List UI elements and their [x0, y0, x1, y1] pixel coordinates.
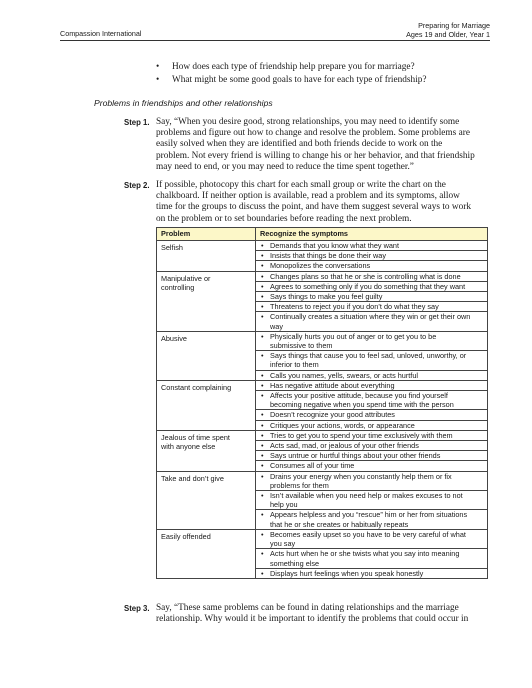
step-text	[156, 603, 490, 625]
bullet-icon: •	[261, 430, 264, 440]
bullet-icon: •	[261, 312, 264, 322]
problem-cell	[157, 529, 256, 578]
page-header	[60, 22, 490, 41]
problem-cell	[157, 430, 256, 471]
symptom-text: Appears helpless and you “rescue” him or her from situations	[270, 510, 468, 520]
symptom-text: Critiques your actions, words, or appearance	[270, 420, 415, 430]
table-row	[157, 241, 488, 272]
problem-label: Abusive	[161, 333, 187, 343]
discussion-questions	[156, 61, 486, 86]
table-row	[157, 471, 488, 529]
symptoms-table	[156, 227, 488, 579]
symptom-text: problems for them	[270, 480, 329, 490]
symptom-text: Monopolizes the conversations	[270, 261, 371, 271]
symptom-text: Affects your positive attitude, because you find yourself	[270, 391, 448, 401]
bullet-icon: •	[261, 351, 264, 361]
symptoms-cell	[256, 529, 488, 578]
symptom-text: something else	[270, 558, 320, 568]
symptom-item	[256, 291, 487, 301]
symptom-item	[256, 431, 487, 440]
step-line: If possible, photocopy this chart for each small group or write the chart on the	[156, 180, 446, 190]
symptom-item	[256, 241, 487, 250]
question-text: What might be some good goals to have for each type of friendship?	[172, 74, 427, 85]
symptom-item	[256, 250, 487, 260]
problem-label: Constant complaining	[161, 382, 232, 392]
bullet-icon: •	[261, 251, 264, 261]
symptom-item	[256, 370, 487, 380]
symptom-item	[256, 509, 487, 528]
section-title: Problems in friendships and other relationships	[94, 98, 273, 108]
bullet-icon: •	[261, 380, 264, 390]
symptom-item	[256, 420, 487, 430]
step-label: Step 2.	[124, 181, 150, 190]
table-body	[157, 241, 488, 579]
symptoms-cell	[256, 471, 488, 529]
problem-label: Jealous of time spent	[161, 432, 230, 442]
symptom-text: Says things to make you feel guilty	[270, 292, 383, 302]
symptom-text: Doesn’t recognize your good attributes	[270, 410, 395, 420]
bullet-icon: •	[261, 271, 264, 281]
symptom-text: Demands that you know what they want	[270, 241, 399, 250]
table-header-row	[157, 228, 488, 241]
step-1	[124, 117, 490, 173]
problem-cell	[157, 271, 256, 331]
symptom-item	[256, 260, 487, 270]
bullet-icon: •	[261, 241, 264, 250]
symptom-item	[256, 548, 487, 567]
header-course-info	[406, 21, 490, 39]
symptom-text: Calls you names, yells, swears, or acts hurtful	[270, 370, 419, 380]
bullet-icon: •	[156, 62, 160, 72]
step-line: chalkboard. If neither option is available, read a problem and its symptoms, allow	[156, 191, 460, 202]
symptom-item	[256, 490, 487, 509]
bullet-icon: •	[261, 281, 264, 291]
symptom-text: way	[270, 321, 283, 331]
symptom-text: Changes plans so that he or she is controlling what is done	[270, 271, 461, 281]
header-course-title: Preparing for Marriage	[418, 21, 490, 30]
table-row	[157, 529, 488, 578]
symptom-text: Consumes all of your time	[270, 461, 355, 471]
symptom-item	[256, 350, 487, 369]
symptom-text: Tries to get you to spend your time exclusively with them	[270, 430, 453, 440]
problem-label: Manipulative or	[161, 273, 211, 283]
header-course-level: Ages 19 and Older, Year 1	[406, 30, 490, 39]
column-header-problem: Problem	[157, 228, 256, 241]
symptom-text: Becomes easily upset so you have to be very careful of what	[270, 529, 466, 539]
table-row	[157, 331, 488, 380]
column-header-symptoms: Recognize the symptoms	[256, 228, 488, 241]
bullet-icon: •	[261, 441, 264, 451]
bullet-icon: •	[261, 391, 264, 401]
symptom-text: Acts sad, mad, or jealous of your other friends	[270, 441, 419, 451]
symptoms-cell	[256, 430, 488, 471]
step-text	[156, 117, 490, 173]
symptom-text: that he or she creates or habitually repeats	[270, 519, 409, 529]
step-line: problems and figure out how to change and resolve the problem. Some problems are	[156, 128, 470, 139]
symptom-text: Agrees to something only if you do something that they want	[270, 281, 466, 291]
symptom-text: Says untrue or hurtful things about your other friends	[270, 451, 441, 461]
symptoms-cell	[256, 380, 488, 430]
symptoms-cell	[256, 331, 488, 380]
problem-cell	[157, 331, 256, 380]
symptom-item	[256, 272, 487, 281]
question-text: How does each type of friendship help prepare you for marriage?	[172, 62, 415, 72]
bullet-icon: •	[261, 461, 264, 471]
symptom-text: Physically hurts you out of anger or to get you to be	[270, 331, 437, 341]
problem-label: Easily offended	[161, 531, 211, 541]
step-line: Say, “When you desire good, strong relationships, you may need to identify some	[156, 117, 460, 127]
bullet-icon: •	[261, 331, 264, 341]
step-text	[156, 180, 490, 225]
symptom-text: Insists that things be done their way	[270, 251, 387, 261]
symptom-item	[256, 530, 487, 548]
table-row	[157, 271, 488, 331]
symptom-text: Acts hurt when he or she twists what you say into meaning	[270, 549, 460, 559]
bullet-icon: •	[261, 370, 264, 380]
bullet-icon: •	[261, 549, 264, 559]
symptom-text: Has negative attitude about everything	[270, 380, 395, 390]
step-line: easily solved when they are identified and both friends decide to work on the	[156, 139, 443, 150]
header-organization: Compassion International	[60, 29, 142, 38]
step-line: problem. Not every friend is willing to change his or her behavior, and that friendship	[156, 150, 475, 161]
bullet-icon: •	[261, 302, 264, 312]
symptom-text: Says things that cause you to feel sad, unloved, unworthy, or	[270, 351, 467, 361]
problem-label: Selfish	[161, 243, 183, 252]
symptom-item	[256, 311, 487, 330]
symptom-item	[256, 440, 487, 450]
symptom-text: inferior to them	[270, 360, 319, 370]
problem-cell	[157, 380, 256, 430]
problem-cell	[157, 241, 256, 272]
symptom-text: Displays hurt feelings when you speak honestly	[270, 568, 424, 578]
bullet-icon: •	[261, 471, 264, 481]
step-line: time for the groups to discuss the point, and have them suggest several ways to work	[156, 202, 471, 213]
symptom-item	[256, 568, 487, 578]
question-item	[156, 61, 486, 74]
symptom-text: Threatens to reject you if you don’t do what they say	[270, 302, 439, 312]
symptom-item	[256, 281, 487, 291]
symptom-item	[256, 460, 487, 470]
problem-label: with anyone else	[161, 442, 216, 452]
symptom-item	[256, 381, 487, 390]
problem-label: controlling	[161, 282, 195, 292]
bullet-icon: •	[261, 510, 264, 520]
step-label: Step 3.	[124, 604, 150, 613]
symptom-item	[256, 390, 487, 409]
symptom-text: help you	[270, 500, 298, 510]
step-line: Say, “These same problems can be found in dating relationships and the marriage	[156, 603, 459, 613]
problem-cell	[157, 471, 256, 529]
symptom-item	[256, 409, 487, 419]
symptom-item	[256, 301, 487, 311]
bullet-icon: •	[261, 529, 264, 539]
step-line: on the problem or to set boundaries before reading the next problem.	[156, 213, 412, 224]
symptom-text: becoming negative when you spend time with the person	[270, 400, 454, 410]
table-row	[157, 430, 488, 471]
bullet-icon: •	[261, 261, 264, 271]
bullet-icon: •	[261, 410, 264, 420]
symptom-item	[256, 472, 487, 490]
symptoms-cell	[256, 241, 488, 272]
symptom-item	[256, 450, 487, 460]
bullet-icon: •	[261, 451, 264, 461]
symptom-item	[256, 332, 487, 350]
bullet-icon: •	[261, 568, 264, 578]
symptoms-cell	[256, 271, 488, 331]
bullet-icon: •	[261, 420, 264, 430]
step-label: Step 1.	[124, 118, 150, 127]
bullet-icon: •	[261, 292, 264, 302]
symptom-text: Isn’t available when you need help or makes excuses to not	[270, 491, 463, 501]
step-line: relationship. Why would it be important to identify the problems that could occur in	[156, 614, 469, 625]
bullet-icon: •	[156, 74, 160, 85]
symptom-text: Drains your energy when you constantly help them or fix	[270, 471, 452, 481]
step-line: may need to end, or you may need to reduce the time spent together.”	[156, 161, 414, 172]
table-row	[157, 380, 488, 430]
step-2	[124, 180, 490, 225]
question-item	[156, 74, 486, 87]
symptom-text: submissive to them	[270, 341, 333, 351]
problem-label: Take and don’t give	[161, 473, 224, 483]
symptom-text: you say	[270, 539, 296, 549]
bullet-icon: •	[261, 491, 264, 501]
step-3	[124, 603, 490, 625]
symptom-text: Continually creates a situation where they win or get their own	[270, 312, 471, 322]
